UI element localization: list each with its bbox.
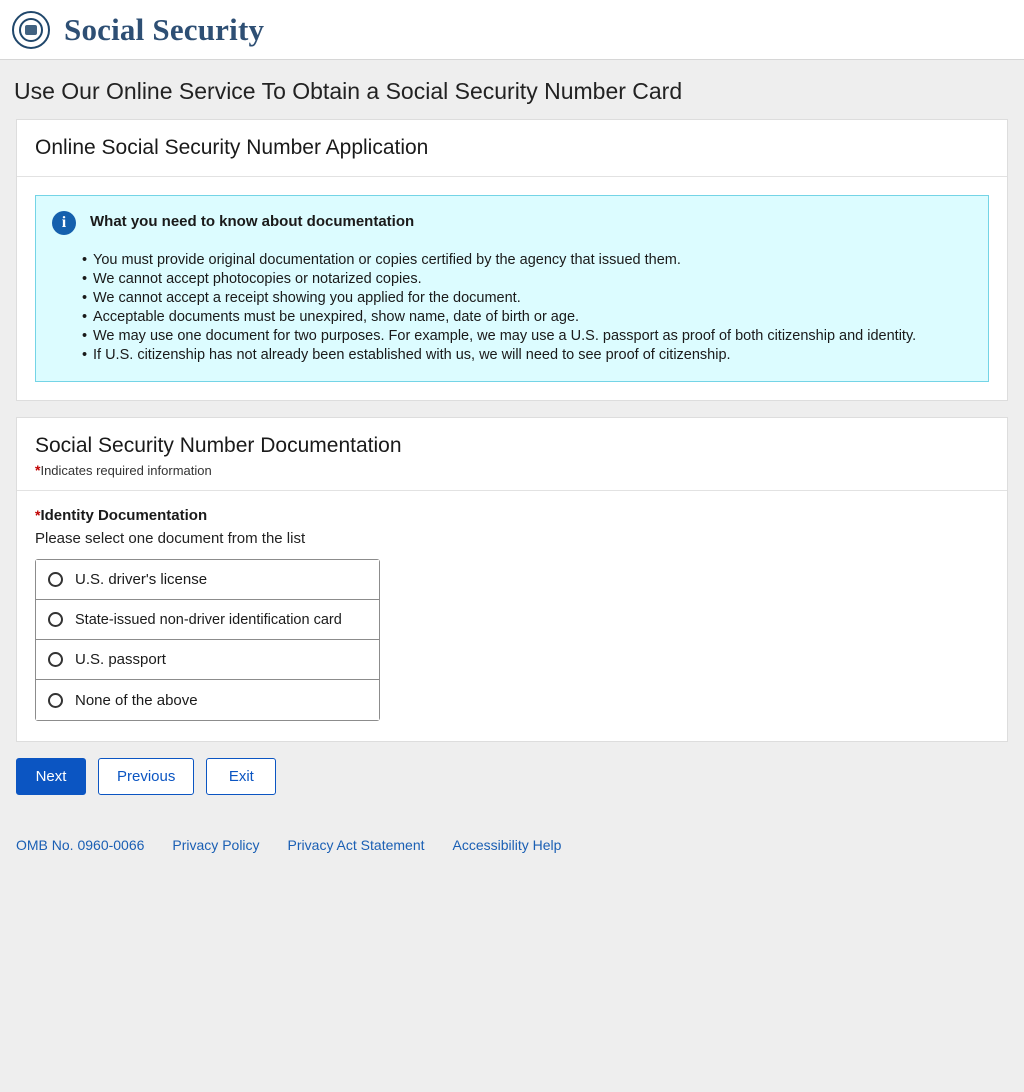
identity-documentation-label [35, 507, 989, 524]
radio-circle-icon[interactable] [48, 572, 63, 587]
previous-button[interactable]: Previous [98, 758, 194, 795]
application-card-header [17, 120, 1007, 177]
required-note-text: Indicates required information [40, 463, 212, 478]
list-item: • Acceptable documents must be unexpired, show name, date of birth or age. [82, 308, 972, 327]
site-header [0, 0, 1024, 60]
application-card-title: Online Social Security Number Application [35, 136, 429, 159]
info-circle-icon: i [52, 211, 76, 235]
footer-links [0, 795, 1024, 853]
radio-circle-icon[interactable] [48, 693, 63, 708]
form-card-header [17, 418, 1007, 491]
footer-link-privacy-policy[interactable]: Privacy Policy [172, 837, 260, 853]
radio-option-label: State-issued non-driver identification card [75, 611, 342, 628]
radio-circle-icon[interactable] [48, 612, 63, 627]
radio-option-none-of-the-above[interactable] [36, 680, 379, 720]
application-card-body [17, 177, 1007, 400]
radio-option-label: U.S. passport [75, 651, 166, 668]
footer-link-omb-number[interactable]: OMB No. 0960-0066 [16, 837, 145, 853]
form-button-row [0, 758, 1024, 795]
footer-link-accessibility-help[interactable]: Accessibility Help [452, 837, 562, 853]
next-button[interactable]: Next [16, 758, 86, 795]
form-card-title: Social Security Number Documentation [35, 434, 402, 457]
required-asterisk: * [35, 507, 41, 523]
application-card [16, 119, 1008, 401]
identity-documentation-radio-group[interactable] [35, 559, 380, 721]
documentation-form-card [16, 417, 1008, 742]
field-label-text: Identity Documentation [40, 507, 208, 524]
radio-circle-icon[interactable] [48, 652, 63, 667]
ssa-seal-icon [12, 11, 50, 49]
footer-link-privacy-act-statement[interactable]: Privacy Act Statement [287, 837, 425, 853]
radio-option-label: U.S. driver's license [75, 571, 208, 588]
list-item: • You must provide original documentation or copies certified by the agency that issued them. [82, 251, 972, 270]
list-item: • We cannot accept photocopies or notarized copies. [82, 270, 972, 289]
info-box-header [52, 210, 972, 235]
agency-name: Social Security [64, 11, 265, 47]
identity-documentation-hint: Please select one document from the list [35, 530, 306, 547]
radio-option-state-id-card[interactable] [36, 600, 379, 640]
info-box-title: What you need to know about documentation [90, 213, 415, 230]
documentation-info-box [35, 195, 989, 382]
radio-option-label: None of the above [75, 691, 198, 709]
required-information-note [35, 462, 989, 478]
info-box-list [82, 251, 972, 365]
identity-documentation-field [17, 491, 1007, 741]
exit-button[interactable]: Exit [206, 758, 276, 795]
list-item: • We may use one document for two purposes. For example, we may use a U.S. passport as proof of both citizenship and identity. [82, 327, 972, 346]
radio-option-us-passport[interactable] [36, 640, 379, 680]
page-title: Use Our Online Service To Obtain a Social Security Number Card [14, 78, 683, 104]
radio-option-drivers-license[interactable] [36, 560, 379, 600]
required-asterisk: * [35, 462, 41, 478]
list-item: • If U.S. citizenship has not already been established with us, we will need to see proof of citizenship. [82, 346, 972, 365]
list-item: • We cannot accept a receipt showing you applied for the document. [82, 289, 972, 308]
